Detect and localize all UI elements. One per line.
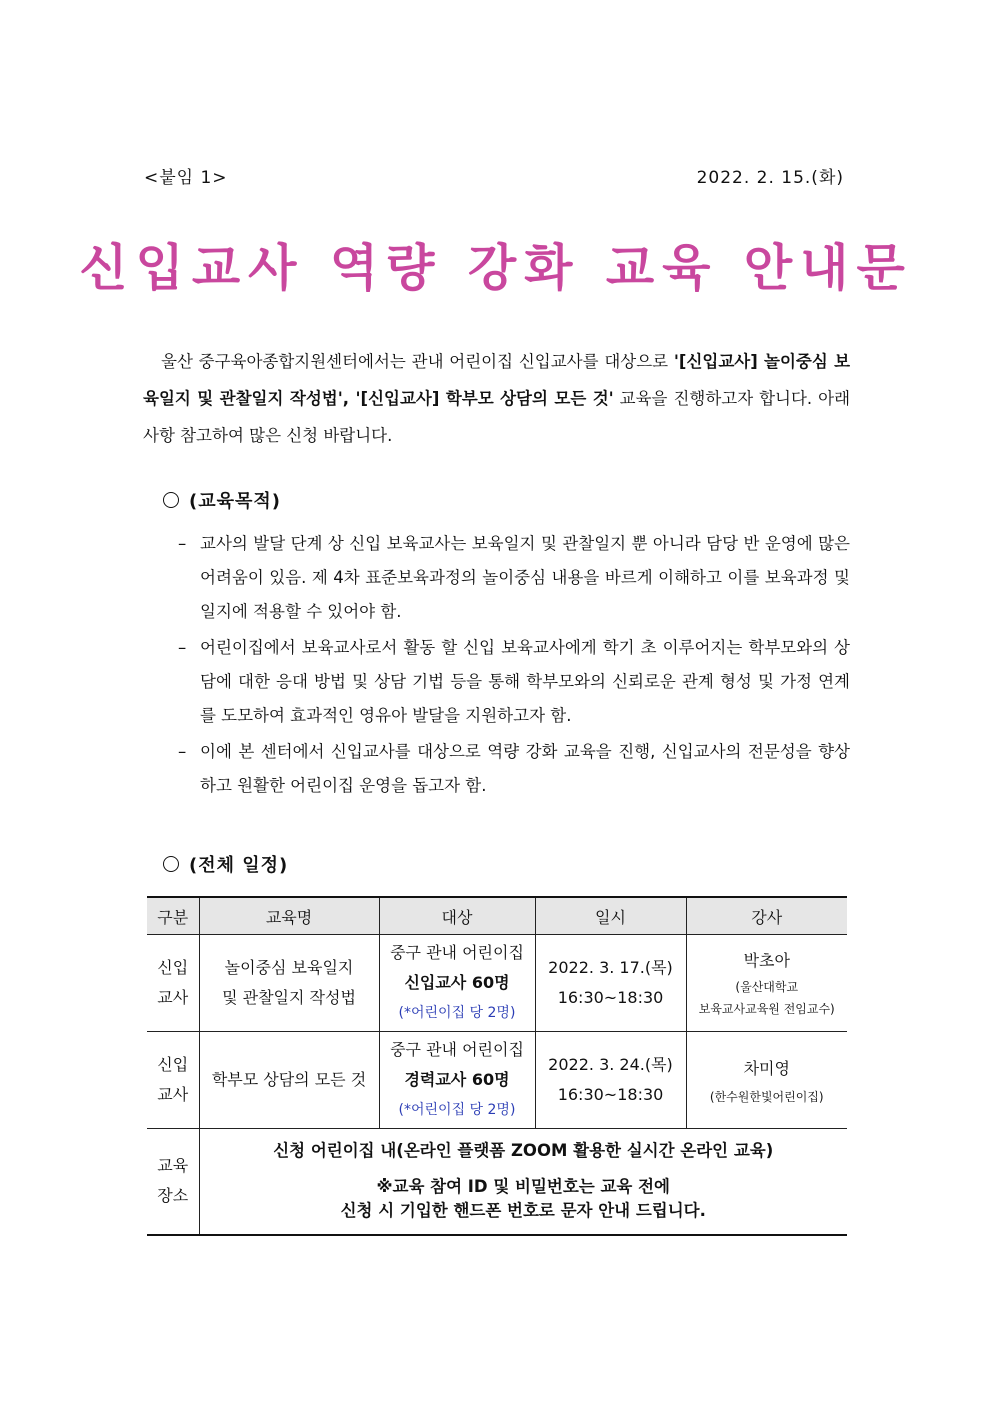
purpose-item [178, 527, 850, 629]
table-row [147, 1032, 847, 1129]
place-main-text: 신청 어린이집 내(온라인 플랫폼 ZOOM 활용한 실시간 온라인 교육) [273, 1141, 774, 1161]
instructor-cell: 차미영 (한수원한빛어린이집) [686, 1032, 847, 1129]
table-row [147, 935, 847, 1032]
datetime-cell: 2022. 3. 24.(목) 16:30~18:30 [535, 1032, 686, 1129]
document-date: 2022. 2. 15.(화) [696, 168, 844, 188]
course-name-cell: 놀이중심 보육일지 및 관찰일지 작성법 [199, 935, 379, 1032]
dash-bullet-icon: – [178, 742, 187, 761]
category-cell: 신입 교사 [147, 1032, 199, 1129]
target-cell: 중구 관내 어린이집 신입교사 60명 (*어린이집 당 2명) [379, 935, 535, 1032]
instructor-cell: 박초아 (울산대학교 보육교사교육원 전임교수) [686, 935, 847, 1032]
attachment-label: <붙임 1> [144, 168, 228, 188]
circle-bullet-icon [163, 856, 179, 872]
table-header-row [147, 897, 847, 935]
purpose-item-text: 이에 본 센터에서 신입교사를 대상으로 역량 강화 교육을 진행, 신입교사의 전문성을 향상하고 원활한 어린이집 운영을 돕고자 함. [200, 742, 850, 795]
intro-text-1: 울산 중구육아종합지원센터에서는 관내 어린이집 신입교사를 대상으로 [161, 352, 674, 371]
purpose-item [178, 735, 850, 803]
schedule-heading-text: (전체 일정) [189, 855, 289, 876]
dash-bullet-icon: – [178, 534, 187, 553]
place-note-2: 신청 시 기입한 핸드폰 번호로 문자 안내 드립니다. [340, 1201, 706, 1221]
purpose-list [178, 527, 850, 805]
column-header: 일시 [535, 897, 686, 935]
schedule-heading [163, 851, 288, 877]
column-header: 강사 [686, 897, 847, 935]
target-cell: 중구 관내 어린이집 경력교사 60명 (*어린이집 당 2명) [379, 1032, 535, 1129]
course-name-cell: 학부모 상담의 모든 것 [199, 1032, 379, 1129]
place-note-1: ※교육 참여 ID 및 비밀번호는 교육 전에 [376, 1177, 670, 1197]
purpose-item [178, 631, 850, 733]
purpose-heading-text: (교육목적) [189, 491, 282, 512]
place-content-cell [199, 1129, 847, 1235]
place-label-cell: 교육 장소 [147, 1129, 199, 1235]
dash-bullet-icon: – [178, 638, 187, 657]
purpose-item-text: 교사의 발달 단계 상 신입 보육교사는 보육일지 및 관찰일지 뿐 아니라 담당 반 운영에 많은 어려움이 있음. 제 4차 표준보육과정의 놀이중심 내용을 바르게 이해하고 이를 보육과정 및 일지에 적용할 수 있어야 함. [200, 534, 850, 621]
circle-bullet-icon [163, 492, 179, 508]
purpose-item-text: 어린이집에서 보육교사로서 활동 할 신입 보육교사에게 학기 초 이루어지는 학부모와의 상담에 대한 응대 방법 및 상담 기법 등을 통해 학부모와의 신뢰로운 관계 형성 및 가정 연계를 도모하여 효과적인 영유아 발달을 지원하고자 함. [200, 638, 850, 725]
table-row-place [147, 1129, 847, 1235]
column-header: 교육명 [199, 897, 379, 935]
column-header: 구분 [147, 897, 199, 935]
column-header: 대상 [379, 897, 535, 935]
purpose-heading [163, 487, 281, 513]
schedule-table [147, 896, 847, 1236]
intro-course-names: '[신입교사] 놀이중심 보육일지 및 관찰일지 작성법', '[신입교사] 학부모 상담의 모든 것' [143, 352, 851, 408]
intro-text-2: 교육을 진행하고자 합니다. 아래 사항 참고하여 많은 신청 바랍니다. [143, 389, 851, 445]
page-title: 신입교사 역량 강화 교육 안내문 [79, 239, 913, 297]
category-cell: 신입 교사 [147, 935, 199, 1032]
datetime-cell: 2022. 3. 17.(목) 16:30~18:30 [535, 935, 686, 1032]
intro-paragraph [143, 343, 850, 454]
